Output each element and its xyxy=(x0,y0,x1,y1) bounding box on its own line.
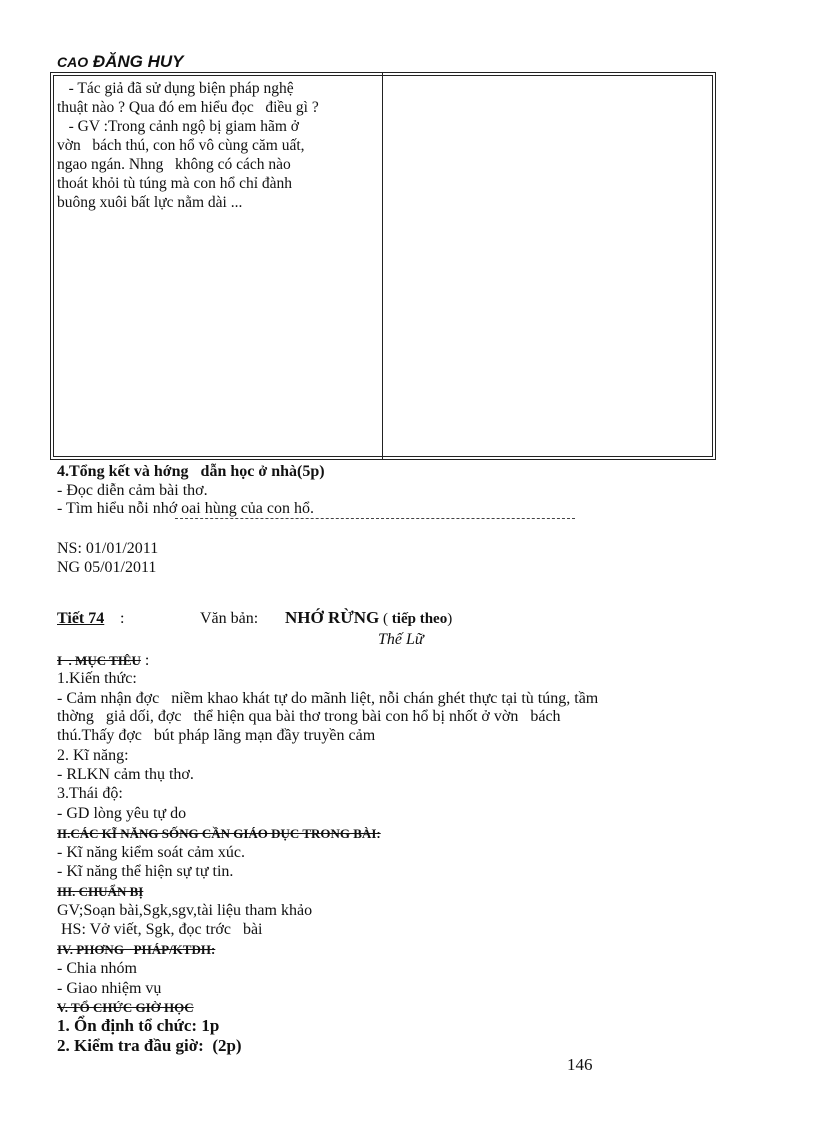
section4-title: 4.Tổng kết và hớng dẫn học ở nhà(5p) xyxy=(57,463,325,480)
table-left-cell xyxy=(57,79,377,212)
lesson-paren-open: ( xyxy=(379,611,392,627)
ki-nang-heading: 2. Kĩ năng: xyxy=(57,747,129,764)
section4-line: - Đọc diễn cảm bài thơ. xyxy=(57,482,208,499)
dashed-separator xyxy=(175,518,575,519)
van-ban-label: Văn bản: xyxy=(200,610,259,627)
kien-thuc-line: thờng giả dối, đợc thể hiện qua bài thơ trong bài con hổ bị nhốt ở vờn bách xyxy=(57,708,561,725)
cell-line: - Tác giả đã sử dụng biện pháp nghệ xyxy=(57,80,294,97)
cell-line: vờn bách thú, con hổ vô cùng căm uất, xyxy=(57,137,305,154)
lesson-title-line xyxy=(285,608,452,628)
kien-thuc-heading: 1.Kiến thức: xyxy=(57,670,137,687)
chuan-bi-line: HS: Vở viết, Sgk, đọc trớc bài xyxy=(57,921,263,938)
date-ng: NG 05/01/2011 xyxy=(57,559,157,576)
kns-line: - Kĩ năng kiểm soát cảm xúc. xyxy=(57,844,245,861)
thai-do-line: - GD lòng yêu tự do xyxy=(57,805,187,822)
chuan-bi-line: GV;Soạn bài,Sgk,sgv,tài liệu tham khảo xyxy=(57,902,313,919)
muc-tieu-colon: : xyxy=(140,652,150,669)
to-chuc-heading: V. TỔ CHỨC GIỜ HỌC xyxy=(57,1000,194,1015)
date-ns: NS: 01/01/2011 xyxy=(57,540,159,557)
phuong-phap-line: - Giao nhiệm vụ xyxy=(57,980,162,997)
phuong-phap-heading: IV. PHƠNG PHÁP/KTDH: xyxy=(57,942,216,957)
kns-heading: II.CÁC KĨ NĂNG SỐNG CẦN GIÁO DỤC TRONG BÀI: xyxy=(57,826,381,841)
muc-tieu-heading xyxy=(57,651,149,670)
phuong-phap-line: - Chia nhóm xyxy=(57,960,137,977)
lesson-colon: : xyxy=(120,610,125,627)
lesson-paren-close: ) xyxy=(447,611,453,627)
author-header-part1: CAO xyxy=(57,54,89,70)
lesson-subtitle: tiếp theo xyxy=(391,611,448,627)
author-header xyxy=(57,52,184,72)
lesson-table xyxy=(50,72,716,460)
cell-line: - GV :Trong cảnh ngộ bị giam hãm ở xyxy=(57,118,299,135)
kns-line: - Kĩ năng thể hiện sự tự tin. xyxy=(57,863,234,880)
lesson-author: Thế Lữ xyxy=(378,631,424,648)
kien-thuc-line: - Cảm nhận đợc niềm khao khát tự do mãnh liệt, nỗi chán ghét thực tại tù túng, tầm xyxy=(57,690,599,707)
kien-thuc-line: thú.Thấy đợc bút pháp lãng mạn đầy truyền cảm xyxy=(57,727,376,744)
cell-line: thoát khỏi tù túng mà con hổ chỉ đành xyxy=(57,175,293,192)
lesson-number: Tiết 74 xyxy=(57,610,105,627)
muc-tieu-title: I . MỤC TIÊU xyxy=(57,653,141,668)
chuan-bi-heading: III. CHUẨN BỊ xyxy=(57,884,144,899)
lesson-title: NHỚ RỪNG xyxy=(285,608,380,627)
table-column-divider xyxy=(382,73,383,459)
section4-line: - Tìm hiểu nỗi nhớ oai hùng của con hổ. xyxy=(57,500,315,517)
ki-nang-line: - RLKN cảm thụ thơ. xyxy=(57,766,194,783)
cell-line: ngao ngán. Nhng không có cách nào xyxy=(57,156,291,173)
cell-line: buông xuôi bất lực nằm dài ... xyxy=(57,194,243,211)
author-header-part2: ĐĂNG HUY xyxy=(88,52,184,71)
cell-line: thuật nào ? Qua đó em hiểu đọc điều gì ? xyxy=(57,99,319,116)
on-dinh-heading: 1. Ổn định tổ chức: 1p xyxy=(57,1016,220,1035)
kiem-tra-heading: 2. Kiểm tra đầu giờ: (2p) xyxy=(57,1036,242,1055)
page-number: 146 xyxy=(567,1055,593,1074)
thai-do-heading: 3.Thái độ: xyxy=(57,785,123,802)
